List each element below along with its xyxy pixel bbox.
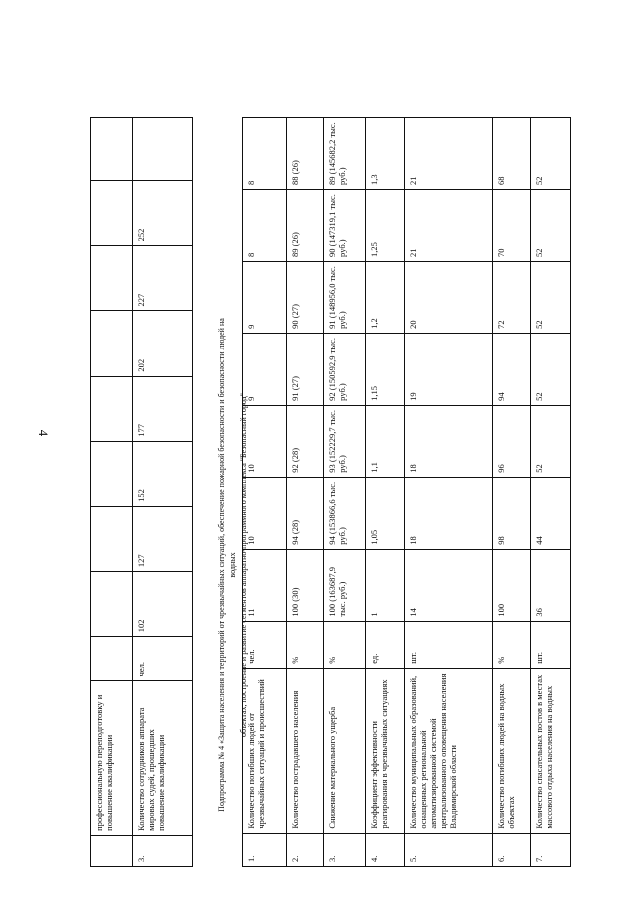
value-cell: 14 bbox=[405, 549, 493, 621]
table-row bbox=[133, 118, 193, 867]
value-cell bbox=[91, 506, 133, 571]
value-cell: 127 bbox=[133, 506, 193, 571]
unit-cell: % bbox=[493, 621, 531, 668]
value-cell: 91 (27) bbox=[287, 333, 324, 405]
value-cell: 1,2 bbox=[366, 261, 405, 333]
unit-cell bbox=[91, 637, 133, 681]
value-cell: 90 (27) bbox=[287, 261, 324, 333]
value-cell bbox=[91, 311, 133, 376]
indicator-name-cell: профессиональную переподготовку и повышение квалификации bbox=[91, 681, 133, 835]
value-cell: 100 bbox=[493, 549, 531, 621]
value-cell: 21 bbox=[405, 118, 493, 190]
value-cell: 1,15 bbox=[366, 333, 405, 405]
value-cell: 92 (28) bbox=[287, 405, 324, 477]
table-row bbox=[324, 118, 366, 867]
indicator-name-cell: Количество сотрудников аппарата мировых судей, прошедших повышение квалификации bbox=[133, 681, 193, 835]
value-cell: 177 bbox=[133, 376, 193, 441]
value-cell: 92 (150592,9 тыс. руб.) bbox=[324, 333, 366, 405]
value-cell: 227 bbox=[133, 246, 193, 311]
value-cell: 9 bbox=[243, 261, 287, 333]
value-cell bbox=[91, 118, 133, 181]
value-cell: 88 (26) bbox=[287, 118, 324, 190]
value-cell: 1,25 bbox=[366, 190, 405, 262]
value-cell: 152 bbox=[133, 441, 193, 506]
value-cell: 70 bbox=[493, 190, 531, 262]
value-cell: 10 bbox=[243, 477, 287, 549]
unit-cell: чел. bbox=[243, 621, 287, 668]
row-number-cell bbox=[91, 835, 133, 866]
row-number-cell: 5. bbox=[405, 833, 493, 866]
unit-cell: ед. bbox=[366, 621, 405, 668]
value-cell: 100 (163687,9 тыс. руб.) bbox=[324, 549, 366, 621]
value-cell: 52 bbox=[531, 190, 571, 262]
table-row bbox=[91, 118, 133, 867]
table-row bbox=[243, 118, 287, 867]
row-number-cell: 6. bbox=[493, 833, 531, 866]
value-cell: 10 bbox=[243, 405, 287, 477]
value-cell: 8 bbox=[243, 118, 287, 190]
value-cell: 91 (148956,0 тыс. руб.) bbox=[324, 261, 366, 333]
value-cell: 21 bbox=[405, 190, 493, 262]
row-number-cell: 7. bbox=[531, 833, 571, 866]
value-cell: 93 (152229,7 тыс. руб.) bbox=[324, 405, 366, 477]
value-cell: 8 bbox=[243, 190, 287, 262]
top-table-body bbox=[91, 118, 193, 867]
bottom-table bbox=[242, 117, 571, 867]
value-cell: 52 bbox=[531, 261, 571, 333]
value-cell: 252 bbox=[133, 181, 193, 246]
row-number-cell: 3. bbox=[324, 833, 366, 866]
value-cell: 98 bbox=[493, 477, 531, 549]
value-cell: 1,1 bbox=[366, 405, 405, 477]
value-cell: 102 bbox=[133, 572, 193, 637]
table-row bbox=[287, 118, 324, 867]
value-cell: 94 (28) bbox=[287, 477, 324, 549]
value-cell: 52 bbox=[531, 118, 571, 190]
value-cell: 96 bbox=[493, 405, 531, 477]
value-cell: 36 bbox=[531, 549, 571, 621]
table-row bbox=[405, 118, 493, 867]
table-row bbox=[493, 118, 531, 867]
value-cell: 52 bbox=[531, 405, 571, 477]
unit-cell: чел. bbox=[133, 637, 193, 681]
unit-cell: шт. bbox=[405, 621, 493, 668]
value-cell: 11 bbox=[243, 549, 287, 621]
value-cell: 94 (153866,6 тыс. руб.) bbox=[324, 477, 366, 549]
value-cell: 1,3 bbox=[366, 118, 405, 190]
value-cell: 18 bbox=[405, 405, 493, 477]
subprogram-title-line1: Подпрограмма № 4 «Защита населения и территорий от чрезвычайных ситуаций, обеспечение пожарной безопасности и безопасности людей на водных bbox=[217, 318, 237, 812]
value-cell bbox=[91, 181, 133, 246]
row-number-cell: 1. bbox=[243, 833, 287, 866]
value-cell: 202 bbox=[133, 311, 193, 376]
unit-cell: % bbox=[324, 621, 366, 668]
subprogram-title-line2: объектах, построение и развитие сегментов аппаратно-программного комплекса "Безопасный город" bbox=[239, 393, 248, 737]
rotated-page-content bbox=[88, 117, 608, 867]
value-cell bbox=[91, 376, 133, 441]
indicator-name-cell: Количество пострадавшего населения bbox=[287, 668, 324, 833]
value-cell: 94 bbox=[493, 333, 531, 405]
indicator-name-cell: Количество спасательных постов в местах массового отдыха населения на водных bbox=[531, 668, 571, 833]
indicator-name-cell: Количество муниципальных образований, оснащенных региональной автоматизированной системой централизованного оповещения населения Владимирской области bbox=[405, 668, 493, 833]
indicator-name-cell: Коэффициент эффективности реагирования в чрезвычайных ситуациях bbox=[366, 668, 405, 833]
value-cell: 1 bbox=[366, 549, 405, 621]
value-cell: 100 (30) bbox=[287, 549, 324, 621]
row-number-cell: 2. bbox=[287, 833, 324, 866]
indicator-name-cell: Снижение материального ущерба bbox=[324, 668, 366, 833]
value-cell bbox=[91, 441, 133, 506]
value-cell: 1,05 bbox=[366, 477, 405, 549]
row-number-cell: 4. bbox=[366, 833, 405, 866]
value-cell: 19 bbox=[405, 333, 493, 405]
value-cell: 20 bbox=[405, 261, 493, 333]
subprogram-heading bbox=[216, 305, 248, 825]
unit-cell: % bbox=[287, 621, 324, 668]
value-cell: 89 (26) bbox=[287, 190, 324, 262]
value-cell bbox=[91, 246, 133, 311]
unit-cell: шт. bbox=[531, 621, 571, 668]
value-cell: 52 bbox=[531, 333, 571, 405]
value-cell bbox=[133, 118, 193, 181]
bottom-table-body bbox=[243, 118, 571, 867]
value-cell: 72 bbox=[493, 261, 531, 333]
row-number-cell: 3. bbox=[133, 835, 193, 866]
value-cell: 90 (147319,1 тыс. руб.) bbox=[324, 190, 366, 262]
table-row bbox=[366, 118, 405, 867]
indicator-name-cell: Количество погибших людей на водных объектах bbox=[493, 668, 531, 833]
value-cell: 44 bbox=[531, 477, 571, 549]
top-table bbox=[90, 117, 193, 867]
indicator-name-cell: Количество погибших людей от чрезвычайных ситуаций и происшествий bbox=[243, 668, 287, 833]
table-row bbox=[531, 118, 571, 867]
value-cell: 68 bbox=[493, 118, 531, 190]
value-cell: 18 bbox=[405, 477, 493, 549]
value-cell bbox=[91, 572, 133, 637]
value-cell: 9 bbox=[243, 333, 287, 405]
page-number: 4 bbox=[36, 429, 51, 437]
value-cell: 89 (145682,2 тыс. руб.) bbox=[324, 118, 366, 190]
